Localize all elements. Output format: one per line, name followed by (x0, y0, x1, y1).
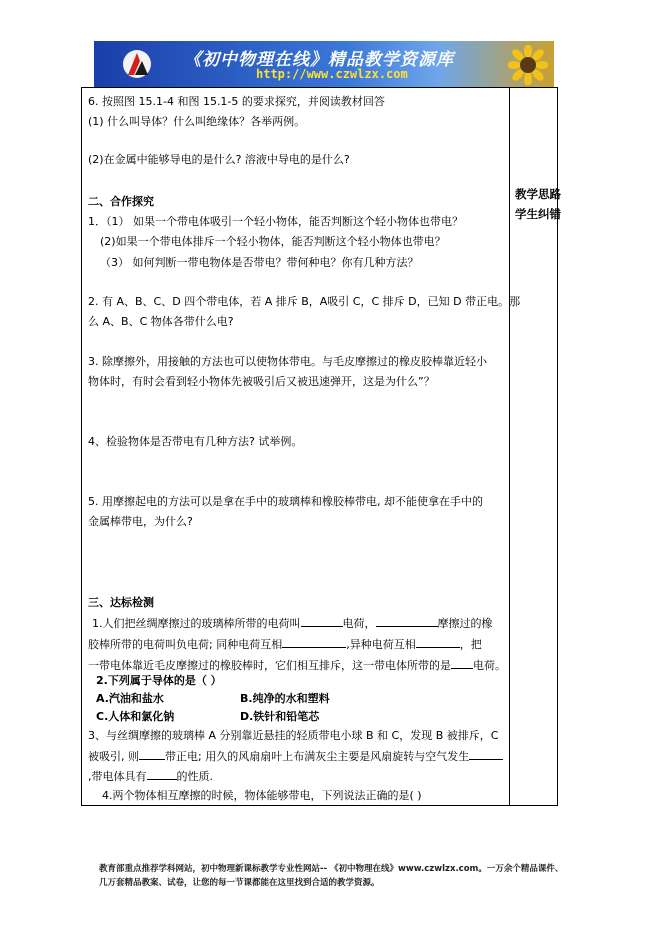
blank-field[interactable] (376, 615, 438, 627)
s2-question-3a: 3. 除摩擦外，用接触的方法也可以使物体带电。与毛皮摩擦过的橡皮胶棒靠近轻小 (88, 355, 487, 368)
column-divider (509, 87, 510, 805)
blank-field[interactable] (147, 768, 177, 780)
banner-title: 《初中物理在线》精品教学资源库 (184, 50, 454, 70)
test-3c-text-1: ,带电体具有 (88, 770, 147, 783)
question-6: 6. 按照图 15.1-4 和图 15.1-5 的要求探究，并阅读教材回答 (88, 95, 385, 108)
s2-question-4: 4、检验物体是否带电有几种方法? 试举例。 (88, 435, 303, 448)
blank-field[interactable] (451, 657, 473, 669)
s2-question-3b: 物体时，有时会看到轻小物体先被吸引后又被迅速弹开，这是为什么”？ (88, 375, 435, 388)
test-1c-text-2: 电荷。 (473, 659, 506, 672)
s2-question-2a: 2. 有 A、B、C、D 四个带电体，若 A 排斥 B，A吸引 C，C 排斥 D，已知 D 带正电。那 (88, 295, 521, 308)
test-1-line-2 (88, 636, 482, 652)
test-2-question: 2.下列属于导体的是（ ） (96, 674, 222, 687)
s2-question-1b: (2)如果一个带电体排斥一个轻小物体，能否判断这个轻小物体也带电？ (100, 235, 446, 248)
s2-question-1a: 1．（1） 如果一个带电体吸引一个轻小物体，能否判断这个轻小物体也带电？ (88, 215, 463, 228)
s2-question-5b: 金属棒带电，为什么? (88, 515, 193, 528)
test-2-option-b[interactable]: B.纯净的水和塑料 (240, 692, 330, 705)
test-1a-text-2: 电荷， (342, 617, 376, 630)
test-1a-text-3: 摩擦过的橡 (437, 617, 493, 630)
test-3c-text-2: 的性质. (176, 770, 213, 783)
test-3-line-2 (88, 748, 503, 764)
test-2-option-d[interactable]: D.铁针和铅笔芯 (240, 710, 320, 723)
question-6-part-2: (2)在金属中能够导电的是什么? 溶液中导电的是什么? (88, 153, 350, 166)
side-label-teaching: 教学思路 (515, 187, 561, 201)
test-1a-text-1: 1.人们把丝绸摩擦过的玻璃棒所带的电荷叫 (92, 617, 301, 630)
question-6-part-1: (1) 什么叫导体？什么叫绝缘体？各举两例。 (88, 115, 306, 128)
test-1c-text-1: 一带电体靠近毛皮摩擦过的橡胶棒时，它们相互排斥，这一带电体所带的是 (88, 659, 451, 672)
test-1b-text-2: ,异种电荷互相 (346, 638, 416, 651)
blank-field[interactable] (301, 615, 343, 627)
blank-field[interactable] (416, 636, 460, 648)
banner-url[interactable]: http://www.czwlzx.com (256, 67, 408, 81)
test-1-line-3 (88, 657, 506, 673)
sunflower-icon (508, 45, 548, 85)
test-3b-text-2: 带正电; 用久的风扇扇叶上布满灰尘主要是风扇旋转与空气发生 (165, 750, 470, 763)
test-3b-text-1: 被吸引, 则 (88, 750, 139, 763)
test-1b-text-1: 胶棒所带的电荷叫负电荷; 同种电荷互相 (88, 638, 283, 651)
test-2-option-a[interactable]: A.汽油和盐水 (96, 692, 164, 705)
test-3-line-1: 3、与丝绸摩擦的玻璃棒 A 分别靠近悬挂的轻质带电小球 B 和 C，发现 B 被排斥，C (88, 729, 499, 742)
blank-field[interactable] (469, 748, 503, 760)
test-3-line-3 (88, 768, 213, 784)
s2-question-5a: 5. 用摩擦起电的方法可以是拿在手中的玻璃棒和橡胶棒带电, 却不能使拿在手中的 (88, 495, 483, 508)
header-banner (94, 41, 554, 87)
section-2-heading: 二、合作探究 (88, 195, 154, 208)
s2-question-1c: （3） 如何判断一带电物体是否带电？带何种电？你有几种方法？ (100, 256, 419, 269)
side-label-correction: 学生纠错 (515, 207, 561, 221)
s2-question-2b: 么 A、B、C 物体各带什么电? (88, 315, 234, 328)
footer-line-2: 几万套精品教案、试卷，让您的每一节课都能在这里找到合适的教学资源。 (99, 878, 380, 888)
test-4-question: 4.两个物体相互摩擦的时候，物体能够带电，下列说法正确的是( ) (102, 789, 422, 802)
site-logo-icon (122, 47, 152, 81)
test-1b-text-3: ，把 (459, 638, 482, 651)
footer-line-1: 教育部重点推荐学科网站，初中物理新课标教学专业性网站-- 《初中物理在线》www.czwlzx.com。一万余个精品课件、 (99, 864, 564, 874)
blank-field[interactable] (139, 748, 165, 760)
test-2-option-c[interactable]: C.人体和氯化钠 (96, 710, 175, 723)
section-3-heading: 三、达标检测 (88, 596, 154, 609)
blank-field[interactable] (282, 636, 346, 648)
test-1-line-1 (92, 615, 493, 631)
